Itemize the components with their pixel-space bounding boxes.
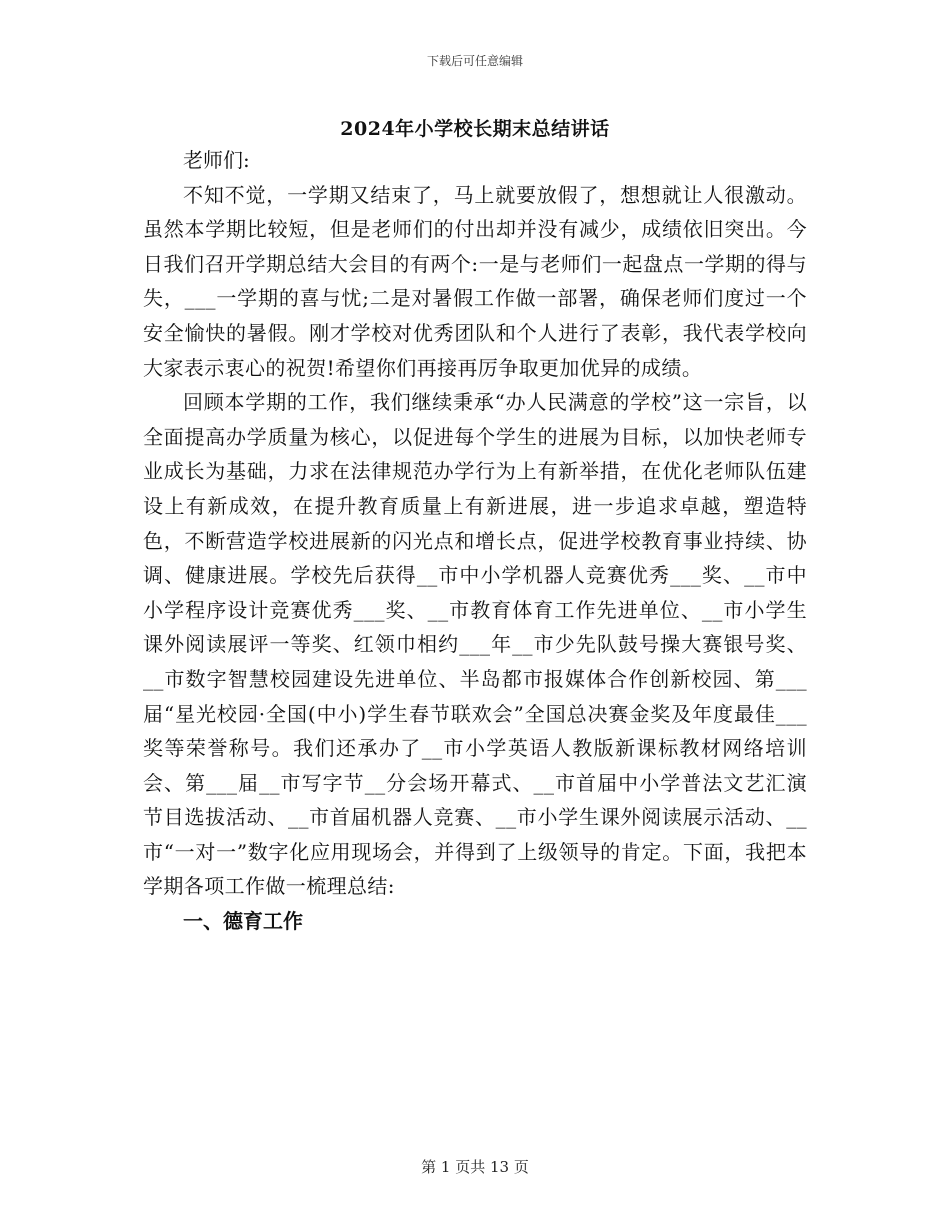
page-header-note: 下载后可任意编辑 (426, 54, 523, 68)
section-heading-moral-education: 一、德育工作 (183, 909, 303, 934)
document-title: 2024年小学校长期末总结讲话 (340, 118, 610, 140)
paragraph-review: 回顾本学期的工作，我们继续秉承“办人民满意的学校”这一宗旨，以全面提高办学质量为核心，以促进每个学生的进展为目标，以加快老师专业成长为基础，力求在法律规范办学行为上有新举措，在优化老师队伍建设上有新成效，在提升教育质量上有新进展，进一步追求卓越，塑造特色，不断营造学校进展新的闪光点和增长点，促进学校教育事业持续、协调、健康进展。学校先后获得__市中小学机器人竞赛优秀___奖、__市中小学程序设计竞赛优秀___奖、__市教育体育工作先进单位、__市小学生课外阅读展评一等奖、红领巾相约___年__市少先队鼓号操大赛银号奖、__市数字智慧校园建设先进单位、半岛都市报媒体合作创新校园、第___届“星光校园·全国(中小)学生春节联欢会”全国总决赛金奖及年度最佳___奖等荣誉称号。我们还承办了__市小学英语人教版新课标教材网络培训会、第___届__市写字节__分会场开幕式、__市首届中小学普法文艺汇演节目选拔活动、__市首届机器人竞赛、__市小学生课外阅读展示活动、__市“一对一”数字化应用现场会，并得到了上级领导的肯定。下面，我把本学期各项工作做一梳理总结: (143, 390, 807, 899)
paragraph-intro: 不知不觉，一学期又结束了，马上就要放假了，想想就让人很激动。虽然本学期比较短，但是老师们的付出却并没有减少，成绩依旧突出。今日我们召开学期总结大会目的有两个:一是与老师们一起盘点一学期的得与失，___一学期的喜与忧;二是对暑假工作做一部署，确保老师们度过一个安全愉快的暑假。刚才学校对优秀团队和个人进行了表彰，我代表学校向大家表示衷心的祝贺!希望你们再接再厉争取更加优异的成绩。 (143, 182, 807, 380)
document-body (143, 143, 807, 939)
page-number: 第 1 页共 13 页 (421, 1158, 529, 1176)
salutation: 老师们: (183, 148, 250, 172)
